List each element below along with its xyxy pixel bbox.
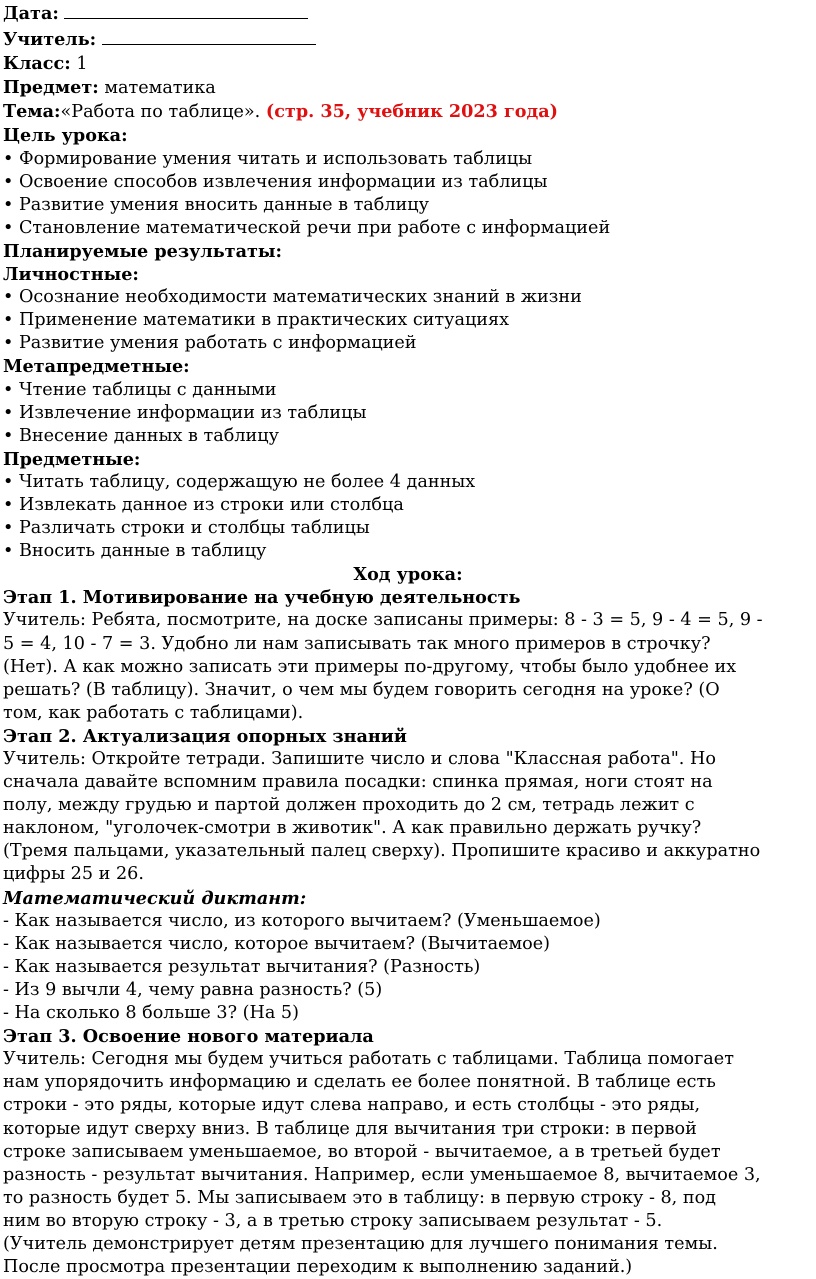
- dictation-list: [3, 910, 813, 1025]
- results-title: Планируемые результаты:: [3, 240, 283, 262]
- list-item: • Становление математической речи при работе с информацией: [3, 217, 611, 238]
- topic-source: (стр. 35, учебник 2023 года): [265, 101, 558, 123]
- list-item: • Вносить данные в таблицу: [3, 541, 267, 562]
- subject-label: Предмет:: [3, 77, 99, 99]
- list-item: • Развитие умения вносить данные в таблицу: [3, 194, 429, 215]
- topic-row: [3, 100, 813, 124]
- stage1-title: Этап 1. Мотивирование на учебную деятельность: [3, 587, 521, 609]
- text-line: строке записываем уменьшаемое, во второй - вычитаемое, а в третьей будет: [3, 1141, 721, 1162]
- text-line: Учитель: Сегодня мы будем учиться работать с таблицами. Таблица помогает: [3, 1049, 734, 1070]
- stage3-text: [3, 1048, 813, 1279]
- list-item: - Как называется результат вычитания? (Разность): [3, 956, 481, 977]
- teacher-blank: [102, 26, 316, 45]
- list-item: • Освоение способов извлечения информации из таблицы: [3, 171, 548, 192]
- date-row: [3, 0, 813, 26]
- list-item: • Осознание необходимости математических знаний в жизни: [3, 287, 582, 308]
- list-item: • Чтение таблицы с данными: [3, 379, 277, 400]
- subject-value: математика: [104, 78, 216, 99]
- text-line: строки - это ряды, которые идут слева направо, и есть столбцы - это ряды,: [3, 1095, 701, 1116]
- text-line: цифры 25 и 26.: [3, 864, 144, 885]
- text-line: том, как работать с таблицами).: [3, 702, 304, 723]
- dictation-title: Математический диктант:: [3, 887, 307, 909]
- list-item: • Различать строки и столбцы таблицы: [3, 518, 370, 539]
- personal-results-list: [3, 286, 813, 355]
- subject-results-title: Предметные:: [3, 448, 141, 470]
- list-item: • Внесение данных в таблицу: [3, 425, 279, 446]
- class-label: Класс:: [3, 53, 71, 75]
- subject-row: [3, 76, 813, 100]
- personal-results-title: Личностные:: [3, 264, 139, 286]
- text-line: нам упорядочить информацию и сделать ее более понятной. В таблице есть: [3, 1072, 716, 1093]
- goals-list: [3, 148, 813, 240]
- teacher-label: Учитель:: [3, 29, 97, 51]
- text-line: Учитель: Откройте тетради. Запишите число и слова "Классная работа". Но: [3, 749, 716, 769]
- stage3-title: Этап 3. Освоение нового материала: [3, 1026, 374, 1048]
- subject-results-list: [3, 471, 813, 563]
- date-label: Дата:: [3, 3, 59, 24]
- text-line: решать? (В таблицу). Значит, о чем мы будем говорить сегодня на уроке? (О: [3, 679, 720, 700]
- stage2-text: [3, 748, 813, 887]
- list-item: • Извлекать данное из строки или столбца: [3, 494, 404, 515]
- list-item: • Развитие умения работать с информацией: [3, 333, 417, 354]
- text-line: полу, между грудью и партой должен проходить до 2 см, тетрадь лежит с: [3, 795, 695, 816]
- list-item: - Из 9 вычли 4, чему равна разность? (5): [3, 979, 383, 1000]
- text-line: которые идут сверху вниз. В таблице для вычитания три строки: в первой: [3, 1118, 697, 1139]
- text-line: Учитель: Ребята, посмотрите, на доске записаны примеры: 8 - 3 = 5, 9 - 4 = 5, 9 -: [3, 610, 763, 631]
- text-line: (Тремя пальцами, указательный палец сверху). Пропишите красиво и аккуратно: [3, 841, 761, 862]
- text-line: (Учитель демонстрирует детям презентацию для лучшего понимания темы.: [3, 1233, 718, 1254]
- stage1-text: [3, 609, 813, 724]
- list-item: - На сколько 8 больше 3? (На 5): [3, 1003, 299, 1024]
- class-row: [3, 52, 813, 76]
- text-line: наклоном, "уголочек-смотри в животик". А как правильно держать ручку?: [3, 818, 702, 839]
- list-item: - Как называется число, из которого вычитаем? (Уменьшаемое): [3, 910, 601, 931]
- teacher-row: [3, 26, 813, 52]
- stage2-title: Этап 2. Актуализация опорных знаний: [3, 725, 407, 747]
- goals-title: Цель урока:: [3, 125, 128, 147]
- topic-value: «Работа по таблице».: [60, 102, 261, 123]
- lesson-title: Ход урока:: [353, 564, 463, 586]
- text-line: 5 = 4, 10 - 7 = 3. Удобно ли нам записывать так много примеров в строчку?: [3, 633, 711, 654]
- list-item: - Как называется число, которое вычитаем? (Вычитаемое): [3, 933, 551, 954]
- text-line: После просмотра презентации переходим к выполнению заданий.): [3, 1257, 633, 1278]
- topic-label: Тема:: [3, 101, 61, 123]
- class-value: 1: [76, 54, 88, 75]
- date-blank: [64, 0, 308, 19]
- list-item: • Извлечение информации из таблицы: [3, 402, 367, 423]
- text-line: ним во вторую строку - 3, а в третью строку записываем результат - 5.: [3, 1210, 663, 1231]
- list-item: • Формирование умения читать и использовать таблицы: [3, 148, 533, 169]
- list-item: • Применение математики в практических ситуациях: [3, 310, 510, 331]
- list-item: • Читать таблицу, содержащую не более 4 данных: [3, 471, 476, 492]
- meta-results-title: Метапредметные:: [3, 356, 190, 378]
- text-line: то разность будет 5. Мы записываем это в таблицу: в первую строку - 8, под: [3, 1187, 717, 1208]
- text-line: разность - результат вычитания. Например, если уменьшаемое 8, вычитаемое 3,: [3, 1164, 761, 1185]
- meta-results-list: [3, 379, 813, 448]
- text-line: сначала давайте вспомним правила посадки: спинка прямая, ноги стоят на: [3, 772, 713, 793]
- text-line: (Нет). А как можно записать эти примеры по-другому, чтобы было удобнее их: [3, 656, 737, 677]
